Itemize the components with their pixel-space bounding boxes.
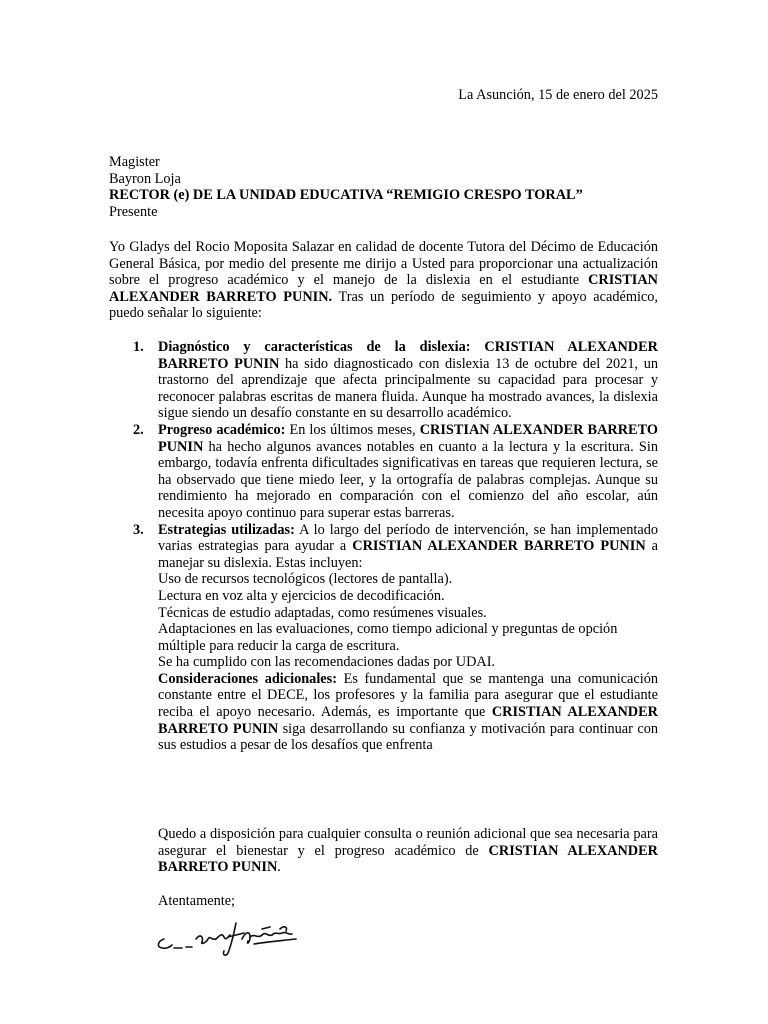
date-line: La Asunción, 15 de enero del 2025 bbox=[458, 87, 658, 103]
student-name: CRISTIAN ALEXANDER BARRETO PUNIN. bbox=[109, 272, 658, 305]
item-heading: Diagnóstico y características de la dislexia: bbox=[158, 339, 485, 355]
considerations-heading: Consideraciones adicionales: bbox=[158, 670, 337, 687]
student-name: CRISTIAN ALEXANDER BARRETO PUNIN bbox=[158, 421, 658, 455]
recipient-position: RECTOR (e) DE LA UNIDAD EDUCATIVA “REMIGIO CRESPO TORAL” bbox=[109, 187, 583, 204]
farewell: Atentamente; bbox=[158, 893, 236, 909]
strategy-line: Técnicas de estudio adaptadas, como resúmenes visuales. bbox=[158, 604, 487, 621]
student-name: CRISTIAN ALEXANDER BARRETO PUNIN bbox=[158, 339, 658, 372]
considerations-paragraph: Consideraciones adicionales: Es fundamental que se mantenga una comunicación constante entre el DECE, los profesores y la familia para asegurar que el estudiante reciba el apoyo necesario. Además, es importante que CRISTIAN ALEXANDER BARRETO PUNIN siga desarrollando su confianza y motivación para continuar con sus estudios a pesar de los desafíos que enfrenta bbox=[158, 670, 659, 754]
intro-paragraph: Yo Gladys del Rocio Moposita Salazar en calidad de docente Tutora del Décimo de Educación General Básica, por medio del presente me dirijo a Usted para proporcionar una actualización sobre el progreso académico y el manejo de la dislexia en el estudiante CRISTIAN ALEXANDER BARRETO PUNIN. Tras un período de seguimiento y apoyo académico, puedo señalar lo siguiente: bbox=[109, 239, 658, 322]
student-name: CRISTIAN ALEXANDER BARRETO PUNIN bbox=[158, 842, 658, 876]
student-name: CRISTIAN ALEXANDER BARRETO PUNIN bbox=[158, 704, 658, 737]
item-heading: Estrategias utilizadas: bbox=[158, 521, 295, 538]
strategy-line: Adaptaciones en las evaluaciones, como tiempo adicional y preguntas de opción múltiple para reducir la carga de escritura. bbox=[158, 621, 618, 654]
item-number: 1. bbox=[133, 339, 144, 355]
recipient-presente: Presente bbox=[109, 203, 158, 220]
signature-image bbox=[150, 917, 310, 959]
item-number: 3. bbox=[133, 521, 144, 538]
strategy-line: Lectura en voz alta y ejercicios de decodificación. bbox=[158, 587, 445, 604]
closing-paragraph: Quedo a disposición para cualquier consulta o reunión adicional que sea necesaria para asegurar el bienestar y el progreso académico de CRISTIAN ALEXANDER BARRETO PUNIN. bbox=[158, 826, 658, 876]
recipient-name: Bayron Loja bbox=[109, 170, 181, 187]
findings-list bbox=[109, 339, 658, 754]
strategy-line: Se ha cumplido con las recomendaciones dadas por UDAI. bbox=[158, 654, 496, 671]
list-item: 2. Progreso académico: En los últimos meses, CRISTIAN ALEXANDER BARRETO PUNIN ha hecho algunos avances notables en cuanto a la lectura y la escritura. Sin embargo, todavía enfrenta dificultades significativas en tareas que requieren lectura, se ha observado que tiene miedo leer, y la ortografía de palabras complejas. Aunque su rendimiento ha mejorado en comparación con el comienzo del año escolar, aún necesita apoyo continuo para superar estas barreras. bbox=[133, 421, 658, 521]
list-item: 1. Diagnóstico y características de la dislexia: CRISTIAN ALEXANDER BARRETO PUNIN ha sido diagnosticado con dislexia 13 de octubre del 2021, un trastorno del aprendizaje que afecta principalmente su capacidad para procesar y reconocer palabras escritas de manera fluida. Aunque ha mostrado avances, la dislexia sigue siendo un desafío constante en su desarrollo académico. bbox=[133, 339, 658, 422]
strategy-line: Uso de recursos tecnológicos (lectores de pantalla). bbox=[158, 571, 453, 588]
item-number: 2. bbox=[133, 421, 144, 438]
list-item: 3. Estrategias utilizadas: A lo largo del período de intervención, se han implementado varias estrategias para ayudar a CRISTIAN ALEXANDER BARRETO PUNIN a manejar su dislexia. Estas incluyen: Uso de recursos tecnológicos (lectores de pantalla). Lectura en voz alta y ejercicios de decodificación. Técnicas de estudio adaptadas, como resúmenes visuales. Adaptaciones en las evaluaciones, como tiempo adicional y preguntas de opción múltiple para reducir la carga de escritura. Se ha cumplido con las recomendaciones dadas por UDAI. Consideraciones adicionales: Es fundamental que se mantenga una comunicación constante entre el DECE, los profesores y la familia para asegurar que el estudiante reciba el apoyo necesario. Además, es importante que CRISTIAN ALEXANDER BARRETO PUNIN siga desarrollando su confianza y motivación para continuar con sus estudios a pesar de los desafíos que enfrenta bbox=[133, 521, 659, 754]
recipient-title: Magister bbox=[109, 154, 160, 170]
student-name: CRISTIAN ALEXANDER BARRETO PUNIN bbox=[352, 538, 646, 555]
recipient-block bbox=[109, 154, 658, 220]
item-heading: Progreso académico: bbox=[158, 421, 286, 438]
